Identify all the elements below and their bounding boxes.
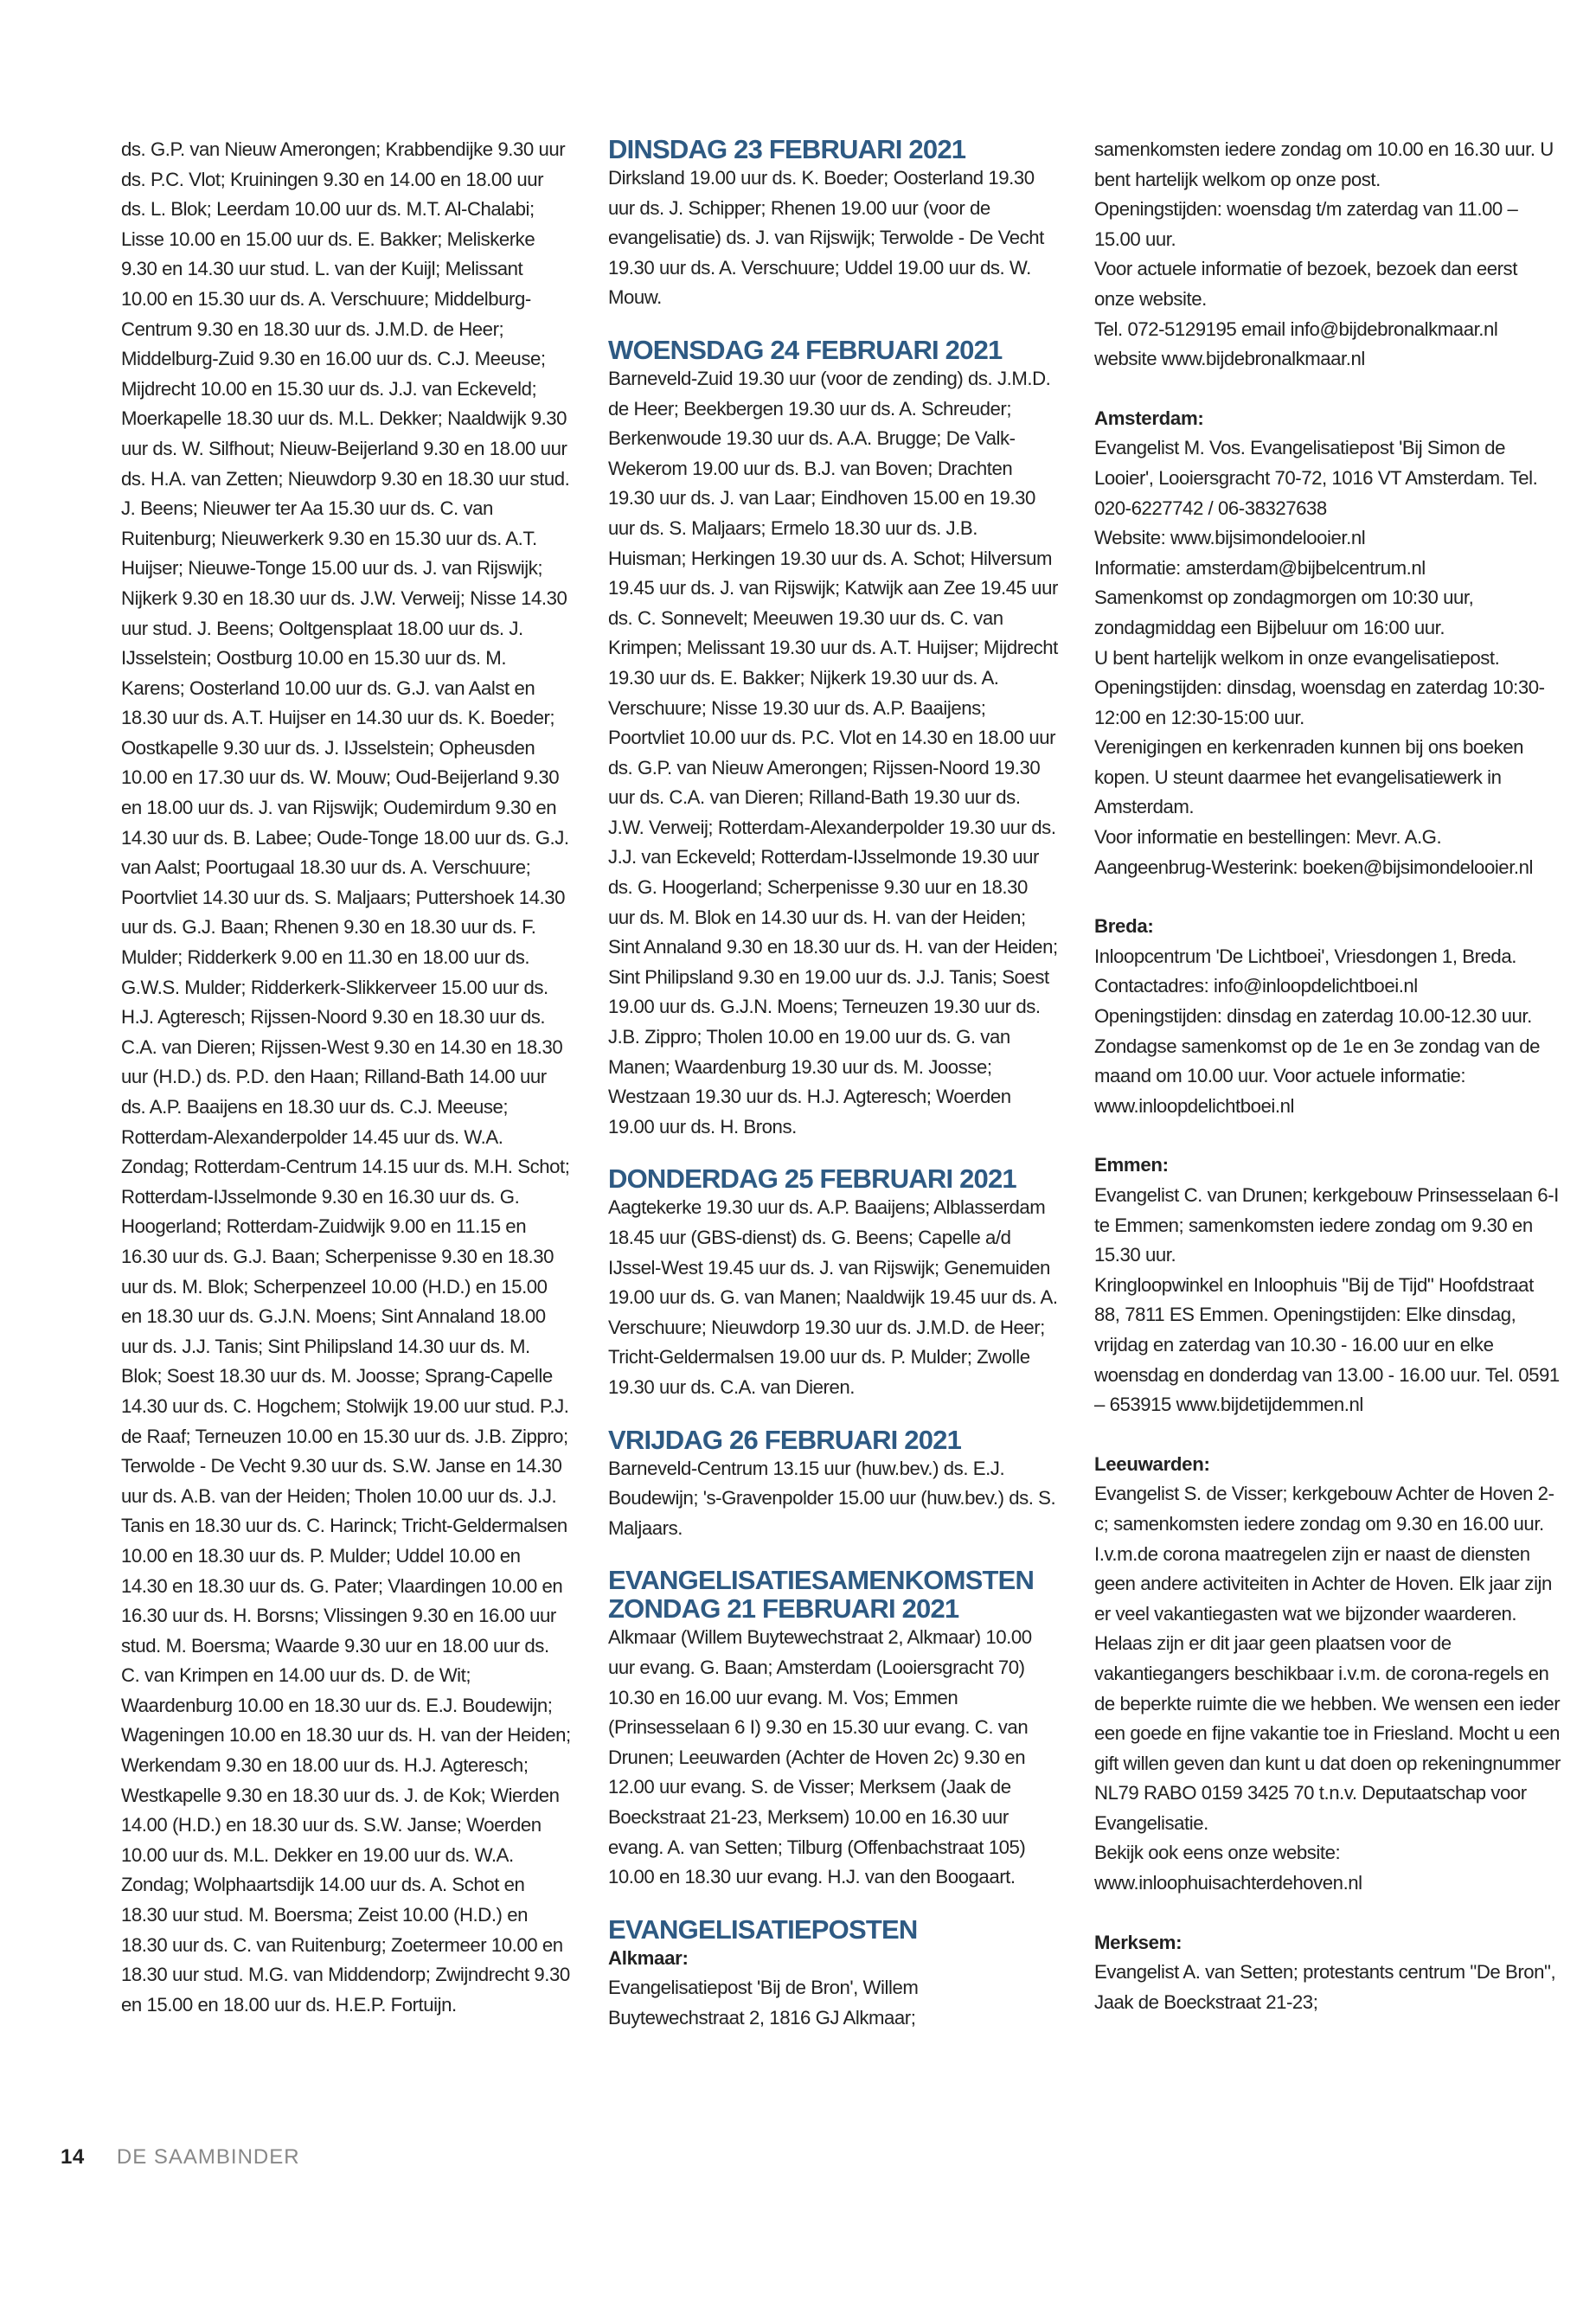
section-evangelisatiesamenkomsten (608, 1566, 1058, 1892)
column-1-text: ds. G.P. van Nieuw Amerongen; Krabbendijke 9.30 uur ds. P.C. Vlot; Kruiningen 9.30 en 14.00 en 18.00 uur ds. L. Blok; Leerdam 10.00 uur ds. M.T. Al-Chalabi; Lisse 10.00 en 15.00 uur ds. E. Bakker; Meliskerke 9.30 en 14.30 uur stud. L. van der Kuijl; Melissant 10.00 en 15.30 uur ds. A. Verschuure; Middelburg-Centrum 9.30 en 18.30 uur ds. J.M.D. de Heer; Middelburg-Zuid 9.30 en 16.00 uur ds. C.J. Meeuse; Mijdrecht 10.00 en 15.30 uur ds. J.J. van Eckeveld; Moerkapelle 18.30 uur ds. M.L. Dekker; Naaldwijk 9.30 uur ds. W. Silfhout; Nieuw-Beijerland 9.30 en 18.00 uur ds. H.A. van Zetten; Nieuwdorp 9.30 en 18.30 uur stud. J. Beens; Nieuwer ter Aa 15.30 uur ds. C. van Ruitenburg; Nieuwerkerk 9.30 en 15.30 uur ds. A.T. Huijser; Nieuwe-Tonge 15.00 uur ds. J. van Rijswijk; Nijkerk 9.30 en 18.30 uur ds. J.W. Verweij; Nisse 14.30 uur stud. J. Beens; Ooltgensplaat 18.00 uur ds. J. IJsselstein; Oostburg 10.00 en 15.30 uur ds. M. Karens; Oosterland 10.00 uur ds. G.J. van Aalst en 18.30 uur ds. A.T. Huijser en 14.30 uur ds. K. Boeder; Oostkapelle 9.30 uur ds. J. IJsselstein; Opheusden 10.00 en 17.30 uur ds. W. Mouw; Oud-Beijerland 9.30 en 18.00 uur ds. J. van Rijswijk; Oudemirdum 9.30 en 14.30 uur ds. B. Labee; Oude-Tonge 18.00 uur ds. G.J. van Aalst; Poortugaal 18.30 uur ds. A. Verschuure; Poortvliet 14.30 uur ds. S. Maljaars; Puttershoek 14.30 uur ds. G.J. Baan; Rhenen 9.30 en 18.30 uur ds. F. Mulder; Ridderkerk 9.00 en 11.30 en 18.00 uur ds. G.W.S. Mulder; Ridderkerk-Slikkerveer 15.00 uur ds. H.J. Agteresch; Rijssen-Noord 9.30 en 18.30 uur ds. C.A. van Dieren; Rijssen-West 9.30 en 14.30 en 18.30 uur (H.D.) ds. P.D. den Haan; Rilland-Bath 14.00 uur ds. A.P. Baaijens en 18.30 uur ds. C.J. Meeuse; Rotterdam-Alexanderpolder 14.45 uur ds. W.A. Zondag; Rotterdam-Centrum 14.15 uur ds. M.H. Schot; Rotterdam-IJsselmonde 9.30 en 16.30 uur ds. G. Hoogerland; Rotterdam-Zuidwijk 9.00 en 11.15 en 16.30 uur ds. G.J. Baan; Scherpenisse 9.30 en 18.30 uur ds. M. Blok; Scherpenzeel 10.00 (H.D.) en 15.00 en 18.30 uur ds. G.J.N. Moens; Sint Annaland 18.00 uur ds. J.J. Tanis; Sint Philipsland 14.30 uur ds. M. Blok; Soest 18.30 uur ds. M. Joosse; Sprang-Capelle 14.30 uur ds. C. Hogchem; Stolwijk 19.00 uur stud. P.J. de Raaf; Terneuzen 10.00 en 15.30 uur ds. J.B. Zippro; Terwolde - De Vecht 9.30 uur ds. S.W. Janse en 14.30 uur ds. A.B. van der Heiden; Tholen 10.00 uur ds. J.J. Tanis en 18.30 uur ds. C. Harinck; Tricht-Geldermalsen 10.00 en 18.30 uur ds. P. Mulder; Uddel 10.00 en 14.30 en 18.30 uur ds. G. Pater; Vlaardingen 10.00 en 16.30 uur ds. H. Borsns; Vlissingen 9.30 en 16.00 uur stud. M. Boersma; Waarde 9.30 uur en 18.00 uur ds. C. van Krimpen en 14.00 uur ds. D. de Wit; Waardenburg 10.00 en 18.30 uur ds. E.J. Boudewijn; Wageningen 10.00 en 18.30 uur ds. H. van der Heiden; Werkendam 9.30 en 18.00 uur ds. H.J. Agteresch; Westkapelle 9.30 en 18.30 uur ds. J. de Kok; Wierden 14.00 (H.D.) en 18.30 uur ds. S.W. Janse; Woerden 10.00 uur ds. M.L. Dekker en 19.00 uur ds. W.A. Zondag; Wolphaartsdijk 14.00 uur ds. A. Schot en 18.30 uur stud. M. Boersma; Zeist 10.00 (H.D.) en 18.30 uur ds. C. van Ruitenburg; Zoetermeer 10.00 en 18.30 uur stud. M.G. van Middendorp; Zwijndrecht 9.30 en 15.00 en 18.00 uur ds. H.E.P. Fortuijn. (121, 138, 571, 2016)
post-text: Evangelist A. van Setten; protestants centrum "De Bron", Jaak de Boeckstraat 21-23; (1094, 1961, 1556, 2013)
post-text: Evangelist C. van Drunen; kerkgebouw Prinsesselaan 6-I te Emmen; samenkomsten iedere zondag om 9.30 en 15.30 uur. Kringloopwinkel en Inloophuis "Bij de Tijd" Hoofdstraat 88, 7811 ES Emmen. Openingstijden: Elke dinsdag, vrijdag en zaterdag van 10.30 - 16.00 uur en elke woensdag en donderdag van 13.00 - 16.00 uur. Tel. 0591 – 653915 www.bijdetijdemmen.nl (1094, 1184, 1560, 1416)
section-text: Evangelisatiepost 'Bij de Bron', Willem Buytewechstraat 2, 1816 GJ Alkmaar; (608, 1977, 919, 2029)
section-heading: VRIJDAG 26 FEBRUARI 2021 (608, 1424, 962, 1455)
page-number: 14 (61, 2145, 85, 2169)
section-text: Aagtekerke 19.30 uur ds. A.P. Baaijens; Alblasserdam 18.45 uur (GBS-dienst) ds. G. Beens; Capelle a/d IJssel-West 19.45 uur ds. J. van Rijswijk; Genemuiden 19.00 uur ds. G. van Manen; Naaldwijk 19.45 uur ds. A. Verschuure; Nieuwdorp 19.30 uur ds. J.M.D. de Heer; Tricht-Geldermalsen 19.00 uur ds. P. Mulder; Zwolle 19.30 uur ds. C.A. van Dieren. (608, 1196, 1058, 1398)
section-evangelisatieposten (608, 1915, 1058, 2034)
post-city: Alkmaar: (608, 1946, 689, 1969)
post-city: Emmen: (1094, 1154, 1169, 1176)
post-text: Inloopcentrum 'De Lichtboei', Vriesdongen 1, Breda. Contactadres: info@inloopdelichtboei.nl Openingstijden: dinsdag en zaterdag 10.00-12.30 uur. Zondagse samenkomst op de 1e en 3e zondag van de maand om 10.00 uur. Voor actuele informatie: www.inloopdelichtboei.nl (1094, 945, 1540, 1117)
magazine-name: DE SAAMBINDER (116, 2145, 300, 2169)
post-text: samenkomsten iedere zondag om 10.00 en 16.30 uur. U bent hartelijk welkom op onze post. Openingstijden: woensdag t/m zaterdag van 11.00 – 15.00 uur. Voor actuele informatie of bezoek, bezoek dan eerst onze website. Tel. 072-5129195 email info@bijdebronalkmaar.nl website www.bijdebronalkmaar.nl (1094, 138, 1554, 370)
section-text: Barneveld-Zuid 19.30 uur (voor de zending) ds. J.M.D. de Heer; Beekbergen 19.30 uur ds. A. Schreuder; Berkenwoude 19.30 uur ds. A.A. Brugge; De Valk-Wekerom 19.00 uur ds. B.J. van Boven; Drachten 19.30 uur ds. J. van Laar; Eindhoven 15.00 en 19.30 uur ds. S. Maljaars; Ermelo 18.30 uur ds. J.B. Huisman; Herkingen 19.30 uur ds. A. Schot; Hilversum 19.45 uur ds. J. van Rijswijk; Katwijk aan Zee 19.45 uur ds. C. Sonnevelt; Meeuwen 19.30 uur ds. C. van Krimpen; Melissant 19.30 uur ds. A.T. Huijser; Mijdrecht 19.30 uur ds. E. Bakker; Nijkerk 19.30 uur ds. A. Verschuure; Nisse 19.30 uur ds. A.P. Baaijens; Poortvliet 10.00 uur ds. P.C. Vlot en 14.30 en 18.00 uur ds. G.P. van Nieuw Amerongen; Rijssen-Noord 19.30 uur ds. C.A. van Dieren; Rilland-Bath 19.30 uur ds. J.W. Verweij; Rotterdam-Alexanderpolder 19.30 uur ds. J.J. van Eckeveld; Rotterdam-IJsselmonde 19.30 uur ds. G. Hoogerland; Scherpenisse 9.30 uur en 18.30 uur ds. M. Blok en 14.30 uur ds. H. van der Heiden; Sint Annaland 9.30 en 18.30 uur ds. H. van der Heiden; Sint Philipsland 9.30 en 19.00 uur ds. J.J. Tanis; Soest 19.00 uur ds. G.J.N. Moens; Terneuzen 19.30 uur ds. J.B. Zippro; Tholen 10.00 en 19.00 uur ds. G. van Manen; Waardenburg 19.30 uur ds. M. Joosse; Westzaan 19.30 uur ds. H.J. Agteresch; Woerden 19.00 uur ds. H. Brons. (608, 367, 1058, 1138)
section-heading: DINSDAG 23 FEBRUARI 2021 (608, 134, 966, 164)
section-vrijdag (608, 1426, 1058, 1544)
section-heading: DONDERDAG 25 FEBRUARI 2021 (608, 1163, 1016, 1195)
section-woensdag (608, 336, 1058, 1142)
post-city: Amsterdam: (1094, 407, 1204, 429)
column-1 (121, 135, 571, 2020)
section-donderdag (608, 1164, 1058, 1402)
post-city: Breda: (1094, 915, 1154, 938)
alkmaar-continued (1094, 135, 1561, 375)
section-heading: WOENSDAG 24 FEBRUARI 2021 (608, 334, 1003, 365)
column-2 (608, 135, 1058, 2055)
section-heading: EVANGELISATIEPOSTEN (608, 1913, 918, 1945)
column-3 (1094, 135, 1561, 2047)
post-breda (1094, 912, 1561, 1121)
post-text: Evangelist S. de Visser; kerkgebouw Achter de Hoven 2-c; samenkomsten iedere zondag om 9.30 en 16.00 uur. I.v.m.de corona maatregelen zijn er naast de diensten geen andere activiteiten in Achter de Hoven. Elk jaar zijn er veel vakantiegasten wat we bijzonder waarderen. Helaas zijn er dit jaar geen plaatsen voor de vakantiegangers beschikbaar i.v.m. de corona-regels en de beperkte ruimte die we hebben. We wensen een ieder een goede en fijne vakantie toe in Friesland. Mocht u een gift willen geven dan kunt u dat doen op rekeningnummer NL79 RABO 0159 3425 70 t.n.v. Deputaatschap voor Evangelisatie. Bekijk ook eens onze website: www.inloophuisachterdehoven.nl (1094, 1483, 1561, 1894)
post-emmen (1094, 1150, 1561, 1420)
post-text: Evangelist M. Vos. Evangelisatiepost 'Bij Simon de Looier', Looiersgracht 70-72, 1016 VT Amsterdam. Tel. 020-6227742 / 06-38327638 Website: www.bijsimondelooier.nl Informatie: amsterdam@bijbelcentrum.nl Samenkomst op zondagmorgen om 10:30 uur, zondagmiddag een Bijbeluur om 16:00 uur. U bent hartelijk welkom in onze evangelisatiepost. Openingstijden: dinsdag, woensdag en zaterdag 10:30-12:00 en 12:30-15:00 uur. Verenigingen en kerkenraden kunnen bij ons boeken kopen. U steunt daarmee het evangelisatiewerk in Amsterdam. Voor informatie en bestellingen: Mevr. A.G. Aangeenbrug-Westerink: boeken@bijsimondelooier.nl (1094, 437, 1545, 878)
section-text: Barneveld-Centrum 13.15 uur (huw.bev.) ds. E.J. Boudewijn; 's-Gravenpolder 15.00 uur (huw.bev.) ds. S. Maljaars. (608, 1457, 1056, 1539)
post-city: Leeuwarden: (1094, 1452, 1210, 1475)
post-leeuwarden (1094, 1450, 1561, 1899)
section-heading: EVANGELISATIESAMENKOMSTEN ZONDAG 21 FEBRUARI 2021 (608, 1565, 1035, 1625)
post-merksem (1094, 1928, 1561, 2018)
page-footer (61, 2145, 300, 2170)
post-amsterdam (1094, 404, 1561, 883)
section-dinsdag (608, 135, 1058, 313)
section-text: Dirksland 19.00 uur ds. K. Boeder; Oosterland 19.30 uur ds. J. Schipper; Rhenen 19.00 uur (voor de evangelisatie) ds. J. van Rijswijk; Terwolde - De Vecht 19.30 uur ds. A. Verschuure; Uddel 19.00 uur ds. W. Mouw. (608, 167, 1044, 309)
section-text: Alkmaar (Willem Buytewechstraat 2, Alkmaar) 10.00 uur evang. G. Baan; Amsterdam (Looiersgracht 70) 10.30 en 16.00 uur evang. M. Vos; Emmen (Prinsesselaan 6 I) 9.30 en 15.30 uur evang. C. van Drunen; Leeuwarden (Achter de Hoven 2c) 9.30 en 12.00 uur evang. S. de Visser; Merksem (Jaak de Boeckstraat 21-23, Merksem) 10.00 en 16.30 uur evang. A. van Setten; Tilburg (Offenbachstraat 105) 10.00 en 18.30 uur evang. H.J. van den Boogaart. (608, 1626, 1032, 1888)
post-city: Merksem: (1094, 1931, 1183, 1953)
